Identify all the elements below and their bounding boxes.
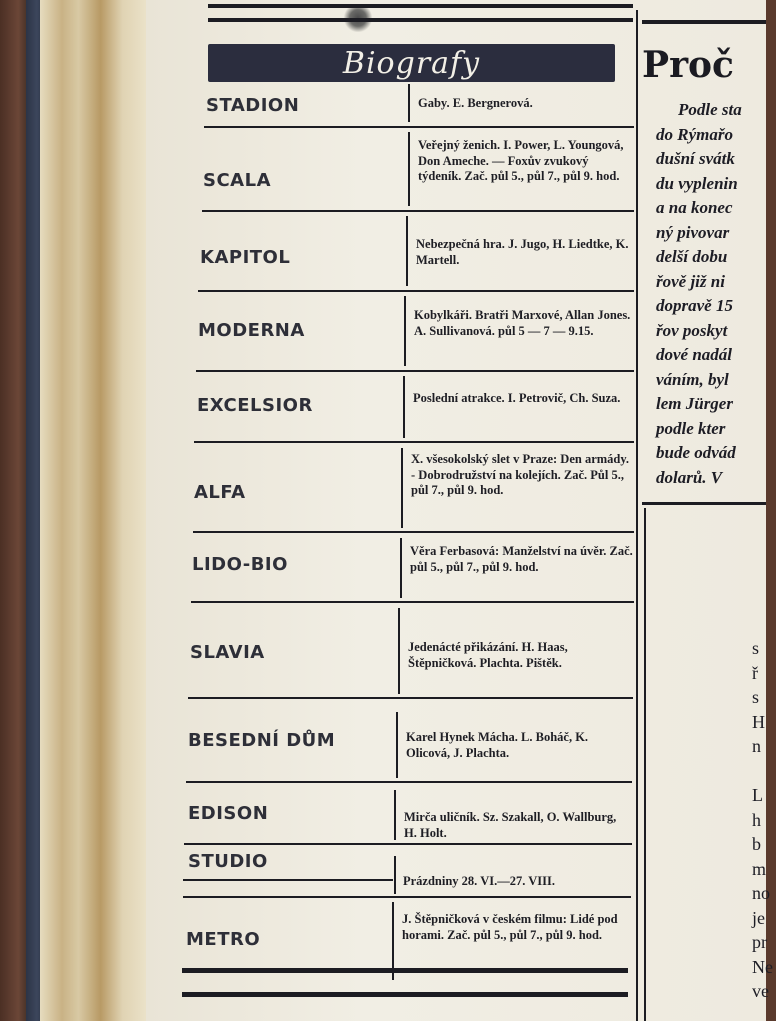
cinema-program: X. všesokolský slet v Praze: Den armády. - Dobrodružství na kolejích. Zač. Půl 5., půl 7., půl 9. hod. xyxy=(411,452,630,497)
row-separator xyxy=(204,126,634,128)
row-separator xyxy=(194,441,634,443)
row-divider-vertical xyxy=(403,376,405,438)
cinema-program: J. Štěpničková v českém filmu: Lidé pod horami. Zač. půl 5., půl 7., půl 9. hod. xyxy=(402,912,618,942)
row-separator xyxy=(184,843,632,845)
bottom-rule-2 xyxy=(182,992,628,997)
cinema-program: Gaby. E. Bergnerová. xyxy=(418,96,533,110)
article-line: do Rýmařo xyxy=(656,124,733,144)
row-divider-vertical xyxy=(406,216,408,286)
article-line: řov poskyt xyxy=(656,320,728,340)
cinema-name: SCALA xyxy=(203,170,272,191)
cinema-program: Kobylkáři. Bratři Marxové, Allan Jones. A. Sullivanová. půl 5 — 7 — 9.15. xyxy=(414,308,631,338)
article-separator xyxy=(642,502,766,505)
article-body xyxy=(656,98,776,490)
row-separator xyxy=(191,601,634,603)
article-title: Proč xyxy=(642,44,734,86)
row-divider-vertical xyxy=(396,712,398,778)
cinema-name: ALFA xyxy=(194,482,246,503)
article-line: řově již ni xyxy=(656,271,725,291)
row-divider-vertical xyxy=(404,296,406,366)
cinema-name: BESEDNÍ DŮM xyxy=(188,730,336,751)
article-line: bude odvád xyxy=(656,443,736,462)
cinema-name: METRO xyxy=(186,929,261,950)
article-line: Podle sta xyxy=(678,100,742,119)
row-divider-vertical xyxy=(394,856,396,894)
right-top-rule xyxy=(642,20,766,24)
row-divider-vertical xyxy=(394,790,396,840)
cinema-program: Poslední atrakce. I. Petrovič, Ch. Suza. xyxy=(413,391,621,405)
row-separator xyxy=(198,290,634,292)
article-line: delší dobu xyxy=(656,247,728,266)
cinema-program: Mirča uličník. Sz. Szakall, O. Wallburg, H. Holt. xyxy=(404,810,617,840)
article-fragment: s ř s H n L h b m no je pr Ne ve xyxy=(752,638,773,1001)
cinema-name: EXCELSIOR xyxy=(197,395,313,416)
article-line: du vyplenin xyxy=(656,173,738,193)
section-title: Biografy xyxy=(342,45,481,81)
row-divider-vertical xyxy=(400,538,402,598)
column-divider xyxy=(636,10,638,1021)
article-line: dušní svátk xyxy=(656,149,735,168)
cinema-program: Jedenácté přikázání. H. Haas, Štěpničková. Plachta. Pištěk. xyxy=(408,640,568,670)
article-line: dolarů. V xyxy=(656,467,723,487)
row-separator xyxy=(183,879,393,881)
article-line: lem Jürger xyxy=(656,394,733,413)
page-edges xyxy=(40,0,150,1021)
cinema-program: Nebezpečná hra. J. Jugo, H. Liedtke, K. Martell. xyxy=(416,237,629,267)
row-divider-vertical xyxy=(401,448,403,528)
article-line: a na konec xyxy=(656,198,733,217)
cinema-program: Věra Ferbasová: Manželství na úvěr. Zač. půl 5., půl 7., půl 9. hod. xyxy=(410,544,633,574)
row-divider-vertical xyxy=(408,132,410,206)
row-divider-vertical xyxy=(398,608,400,694)
cinema-name: MODERNA xyxy=(198,320,305,341)
cinema-name: KAPITOL xyxy=(200,247,291,268)
cinema-name: LIDO-BIO xyxy=(192,554,288,575)
article-line: ný pivovar xyxy=(656,222,730,242)
row-separator xyxy=(183,896,631,898)
top-rule-2 xyxy=(208,18,633,22)
row-divider-vertical xyxy=(408,84,410,122)
top-rule xyxy=(208,4,633,8)
section-header xyxy=(208,44,615,82)
cinema-name: EDISON xyxy=(188,803,269,824)
bottom-rule xyxy=(182,968,628,973)
row-separator xyxy=(193,531,634,533)
article-line: dopravě 15 xyxy=(656,296,733,315)
cinema-program: Karel Hynek Mácha. L. Boháč, K. Olicová, J. Plachta. xyxy=(406,730,589,760)
cinema-program: Veřejný ženich. I. Power, L. Youngová, Don Ameche. — Foxův zvukový týdeník. Zač. půl 5., půl 7., půl 9. hod. xyxy=(418,138,624,183)
article-line: podle kter xyxy=(656,418,726,438)
inner-column-divider xyxy=(644,508,646,1021)
row-separator xyxy=(202,210,634,212)
cinema-name: STADION xyxy=(206,95,300,116)
article-line: dové nadál xyxy=(656,345,733,364)
row-separator xyxy=(186,781,632,783)
article-line: váním, byl xyxy=(656,369,729,389)
cinema-name: STUDIO xyxy=(188,851,268,872)
cinema-program: Prázdniny 28. VI.—27. VIII. xyxy=(403,874,555,888)
row-separator xyxy=(196,370,634,372)
cinema-name: SLAVIA xyxy=(190,642,265,663)
row-separator xyxy=(188,697,633,699)
